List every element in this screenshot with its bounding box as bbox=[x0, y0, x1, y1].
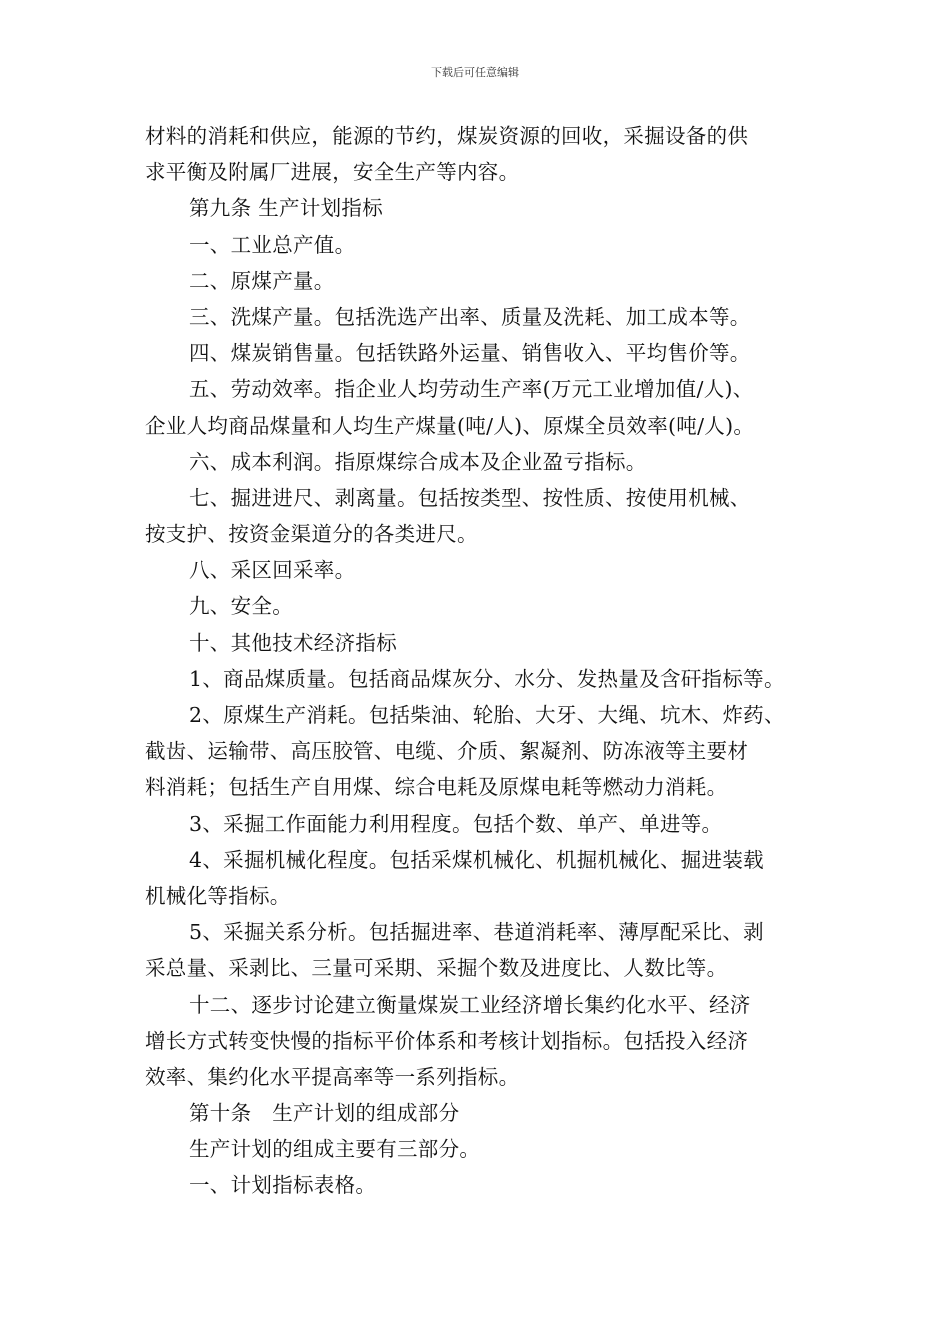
text-line: 十、其他技术经济指标 bbox=[189, 630, 397, 655]
text-line: 七、掘进进尺、剥离量。包括按类型、按性质、按使用机械、 bbox=[189, 485, 751, 510]
text-line: 六、成本利润。指原煤综合成本及企业盈亏指标。 bbox=[189, 449, 647, 474]
text-line: 八、采区回采率。 bbox=[189, 558, 356, 583]
text-line: 企业人均商品煤量和人均生产煤量(吨/人)、原煤全员效率(吨/人)。 bbox=[145, 413, 755, 438]
text-line: 生产计划的组成主要有三部分。 bbox=[189, 1137, 481, 1162]
text-line: 三、洗煤产量。包括洗选产出率、质量及洗耗、加工成本等。 bbox=[189, 304, 751, 329]
text-line: 增长方式转变快慢的指标平价体系和考核计划指标。包括投入经济 bbox=[145, 1028, 749, 1053]
text-line: 5、采掘关系分析。包括掘进率、巷道消耗率、薄厚配采比、剥 bbox=[189, 920, 764, 945]
text-line: 二、原煤产量。 bbox=[189, 268, 335, 293]
text-line: 一、计划指标表格。 bbox=[189, 1173, 377, 1198]
text-line: 效率、集约化水平提高率等一系列指标。 bbox=[145, 1064, 520, 1089]
page-header: 下载后可任意编辑 bbox=[431, 66, 519, 79]
text-line: 采总量、采剥比、三量可采期、采掘个数及进度比、人数比等。 bbox=[145, 956, 728, 981]
text-line: 一、工业总产值。 bbox=[189, 232, 356, 257]
text-line: 第十条 生产计划的组成部分 bbox=[189, 1101, 460, 1126]
document-body bbox=[145, 118, 825, 1204]
text-line: 1、商品煤质量。包括商品煤灰分、水分、发热量及含矸指标等。 bbox=[189, 666, 785, 691]
text-line: 4、采掘机械化程度。包括采煤机械化、机掘机械化、掘进装载 bbox=[189, 847, 764, 872]
text-line: 第九条 生产计划指标 bbox=[189, 196, 384, 221]
text-line: 3、采掘工作面能力利用程度。包括个数、单产、单进等。 bbox=[189, 811, 723, 836]
text-line: 九、安全。 bbox=[189, 594, 293, 619]
text-line: 求平衡及附属厂进展，安全生产等内容。 bbox=[145, 160, 520, 185]
text-line: 十二、逐步讨论建立衡量煤炭工业经济增长集约化水平、经济 bbox=[189, 992, 751, 1017]
text-line: 四、煤炭销售量。包括铁路外运量、销售收入、平均售价等。 bbox=[189, 341, 751, 366]
text-line: 料消耗；包括生产自用煤、综合电耗及原煤电耗等燃动力消耗。 bbox=[145, 775, 728, 800]
text-line: 2、原煤生产消耗。包括柴油、轮胎、大牙、大绳、坑木、炸药、 bbox=[189, 703, 785, 727]
text-line: 截齿、运输带、高压胶管、电缆、介质、絮凝剂、防冻液等主要材 bbox=[145, 739, 749, 764]
text-line: 机械化等指标。 bbox=[145, 883, 291, 908]
text-line: 五、劳动效率。指企业人均劳动生产率(万元工业增加值/人)、 bbox=[189, 377, 754, 402]
text-line: 按支护、按资金渠道分的各类进尺。 bbox=[145, 522, 478, 547]
text-line: 材料的消耗和供应，能源的节约，煤炭资源的回收，采掘设备的供 bbox=[145, 124, 749, 148]
